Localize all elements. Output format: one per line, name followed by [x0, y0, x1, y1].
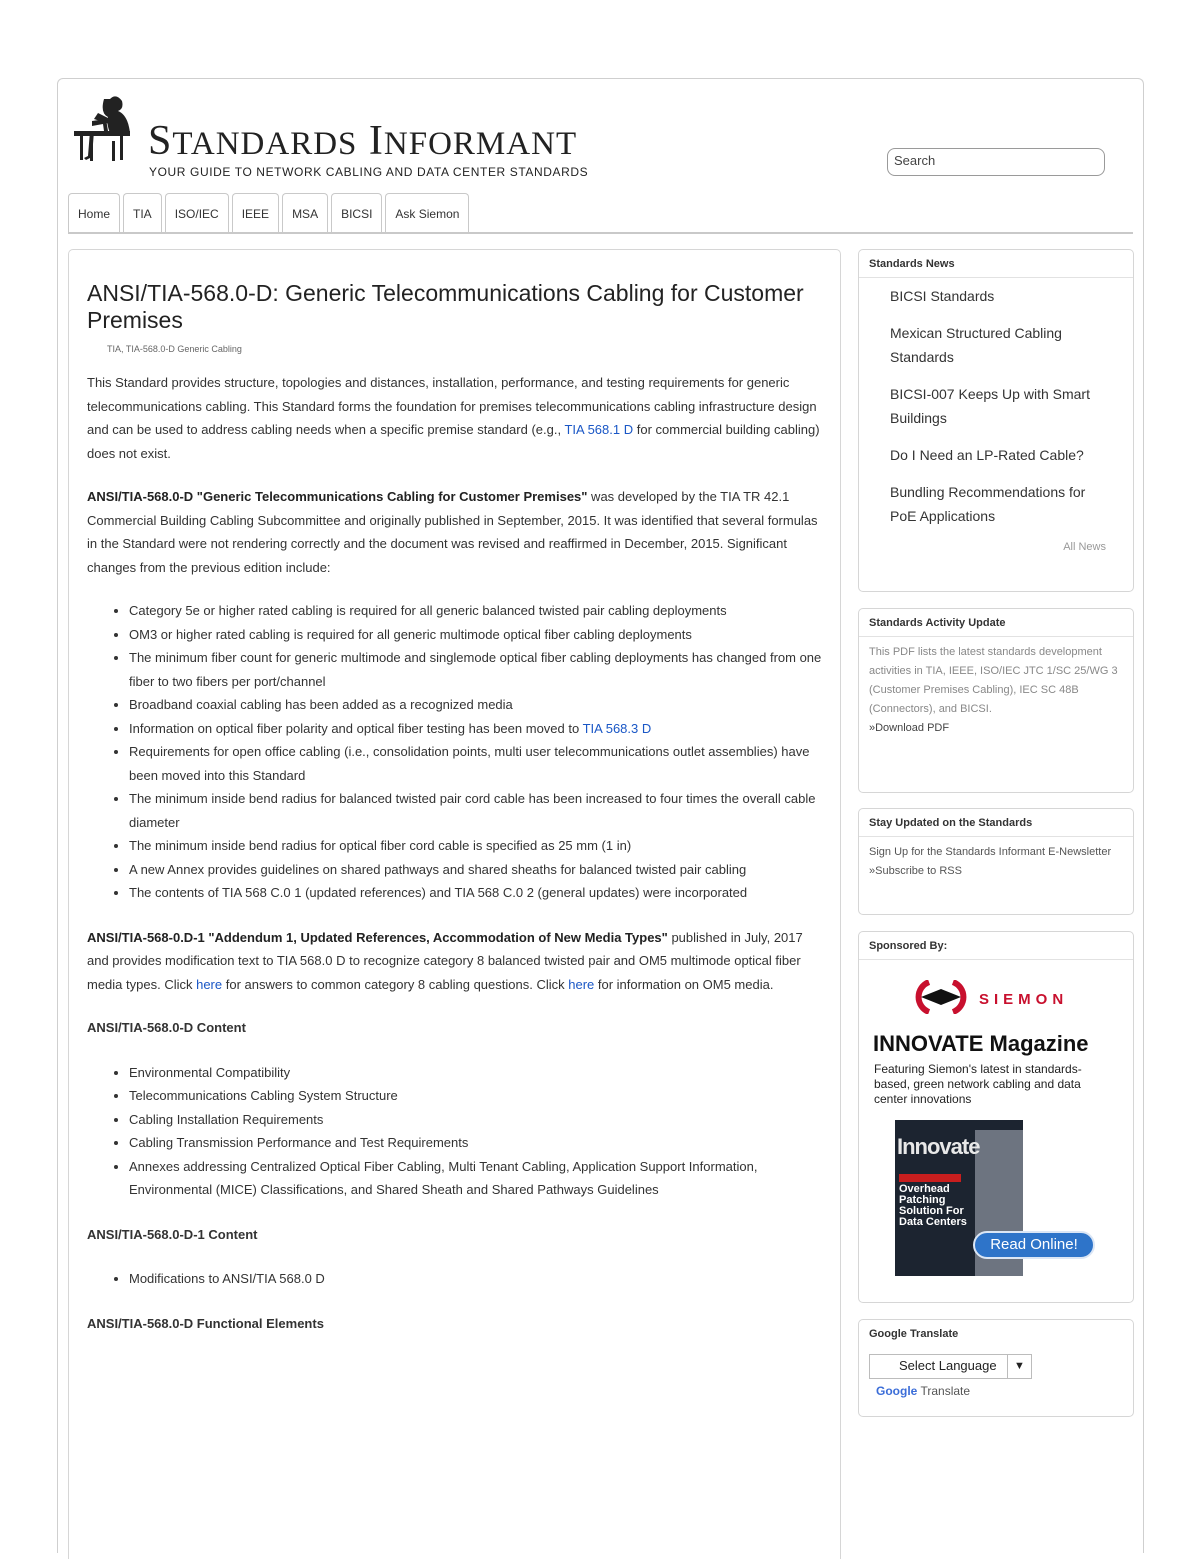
intro-text: This Standard provides structure, topologies and distances, installation, performance, and testing requirements for generic telecommunications cabling. This Standard forms the foundation for premises telecommunications cabling infrastructure design and can be used to address cabling needs when a specific premise standard (e.g.,: [87, 375, 817, 437]
list-item-text: Information on optical fiber polarity and optical fiber testing has been moved to: [129, 720, 583, 736]
page-container: [57, 78, 1144, 1553]
site-tagline: YOUR GUIDE TO NETWORK CABLING AND DATA CENTER STANDARDS: [149, 165, 589, 179]
list-item: • The minimum fiber count for generic multimode and singlemode optical fiber cabling deployments has changed from one fiber to two fibers per port/channel: [129, 646, 822, 693]
innovate-title[interactable]: INNOVATE Magazine: [873, 1031, 1089, 1056]
nav-tab-ieee[interactable]: IEEE: [232, 193, 279, 233]
google-wordmark: Google: [876, 1384, 918, 1398]
list-item: • Broadband coaxial cabling has been added as a recognized media: [129, 693, 822, 717]
download-pdf-link[interactable]: »Download PDF: [869, 722, 950, 734]
news-link[interactable]: BICSI-007 Keeps Up with Smart Buildings: [890, 386, 1090, 426]
magazine-cover-title: Innovate: [897, 1134, 980, 1159]
translate-label: Translate: [920, 1384, 971, 1398]
list-item: • Annexes addressing Centralized Optical Fiber Cabling, Multi Tenant Cabling, Application Support Information, Environmental (MICE) Classifications, and Shared Sheath and Shared Pathways Guidelines: [129, 1155, 822, 1202]
widget-title: Standards Activity Update: [859, 609, 1133, 637]
innovate-subtitle: Featuring Siemon's latest in standards-based, green network cabling and data center innovations: [874, 1062, 1082, 1106]
nav-tab-home[interactable]: Home: [68, 193, 120, 233]
standards-activity-widget: [858, 608, 1134, 793]
changes-list: [87, 599, 822, 905]
dropdown-arrow-icon: ▼: [1007, 1355, 1031, 1378]
list-item: • Cabling Transmission Performance and Test Requirements: [129, 1131, 822, 1155]
magazine-cover-headline: Overhead Patching Solution For Data Centers: [899, 1183, 967, 1228]
tia-568-1-d-link[interactable]: TIA 568.1 D: [564, 422, 634, 437]
addendum-name: ANSI/TIA-568-0.D-1 "Addendum 1, Updated References, Accommodation of New Media Types": [87, 929, 668, 945]
site-title-initial-1: S: [148, 118, 173, 164]
widget-text: [859, 837, 1133, 891]
category-8-faq-link[interactable]: here: [196, 976, 223, 992]
post-categories[interactable]: TIA, TIA-568.0-D Generic Cabling: [107, 344, 242, 354]
magazine-cover-banner: [899, 1174, 961, 1182]
google-translate-link[interactable]: [876, 1384, 970, 1398]
google-translate-widget: [858, 1319, 1134, 1417]
news-link[interactable]: Mexican Structured Cabling Standards: [890, 325, 1062, 365]
siemon-logo[interactable]: [915, 980, 1085, 1014]
background-paragraph: [87, 485, 822, 579]
intro-text-end: for commercial building cabling) does not exist.: [87, 422, 820, 461]
list-item: [129, 717, 822, 741]
nav-tab-ask-siemon[interactable]: Ask Siemon: [385, 193, 469, 233]
activity-description: This PDF lists the latest standards development activities in TIA, IEEE, ISO/IEC JTC 1/SC 25/WG 3 (Customer Premises Cabling), IEC SC 48B (Connectors), and BICSI.: [869, 646, 1118, 715]
content-list: [87, 1061, 822, 1202]
all-news-link[interactable]: All News: [1063, 541, 1106, 553]
subscribe-rss-link[interactable]: »Subscribe to RSS: [869, 865, 962, 877]
list-item: • Modifications to ANSI/TIA 568.0 D: [129, 1267, 822, 1291]
main-nav: [68, 193, 469, 233]
standard-name: ANSI/TIA-568.0-D "Generic Telecommunications Cabling for Customer Premises": [87, 489, 588, 504]
search-input[interactable]: Search: [887, 148, 1105, 176]
language-select-value: Select Language: [899, 1358, 997, 1373]
addendum-paragraph: [87, 926, 822, 997]
post-body: [87, 371, 822, 1335]
site-title-initial-2: I: [368, 118, 384, 164]
list-item: • The minimum inside bend radius for balanced twisted pair cord cable has been increased to four times the overall cable diameter: [129, 787, 822, 834]
stay-updated-widget: [858, 808, 1134, 915]
news-link[interactable]: Bundling Recommendations for PoE Applications: [890, 484, 1086, 524]
site-title[interactable]: [148, 117, 577, 165]
widget-title: Stay Updated on the Standards: [859, 809, 1133, 837]
list-item: • Cabling Installation Requirements: [129, 1108, 822, 1132]
reading-man-logo-icon[interactable]: [70, 91, 150, 163]
addendum-text-mid: for answers to common category 8 cabling questions. Click: [222, 976, 569, 992]
widget-title: Sponsored By:: [859, 932, 1133, 960]
list-item: • The contents of TIA 568 C.0 1 (updated references) and TIA 568 C.0 2 (general updates) were incorporated: [129, 881, 822, 905]
tia-568-3-d-link[interactable]: TIA 568.3 D: [582, 720, 652, 736]
siemon-wordmark: SIEMON: [979, 991, 1069, 1008]
news-list: [859, 278, 1133, 528]
nav-tab-tia[interactable]: TIA: [123, 193, 162, 233]
news-link[interactable]: Do I Need an LP-Rated Cable?: [890, 447, 1084, 463]
article: [68, 249, 841, 1559]
nav-tab-iso-iec[interactable]: ISO/IEC: [165, 193, 229, 233]
list-item: • Telecommunications Cabling System Structure: [129, 1084, 822, 1108]
site-title-word-2: NFORMANT: [383, 126, 578, 162]
addendum-text-end: for information on OM5 media.: [594, 976, 774, 992]
nav-tab-bicsi[interactable]: BICSI: [331, 193, 382, 233]
language-select[interactable]: [869, 1354, 1032, 1379]
list-item: • Category 5e or higher rated cabling is required for all generic balanced twisted pair cabling deployments: [129, 599, 822, 623]
content-heading: ANSI/TIA-568.0-D Content: [87, 1020, 246, 1035]
standards-news-widget: [858, 249, 1134, 592]
post-title[interactable]: ANSI/TIA-568.0-D: Generic Telecommunications Cabling for Customer Premises: [87, 280, 804, 333]
om5-info-link[interactable]: here: [568, 976, 595, 992]
nav-tab-msa[interactable]: MSA: [282, 193, 328, 233]
read-online-button[interactable]: Read Online!: [973, 1231, 1095, 1259]
addendum-text: published in July, 2017 and provides modification text to TIA 568.0 D to recognize category 8 balanced twisted pair and OM5 multimode optical fiber media types. Click: [87, 929, 803, 992]
list-item: • Environmental Compatibility: [129, 1061, 822, 1085]
sponsor-widget: [858, 931, 1134, 1303]
list-item: • Requirements for open office cabling (i.e., consolidation points, multi user telecommunications outlet assemblies) have been moved into this Standard: [129, 740, 822, 787]
widget-title: Standards News: [859, 250, 1133, 278]
background-text: was developed by the TIA TR 42.1 Commercial Building Cabling Subcommittee and originally published in September, 2015. It was identified that several formulas in the Standard were not rendering correctly and the document was revised and reaffirmed in December, 2015. Significant changes from the previous edition include:: [87, 489, 818, 575]
content-1-heading: ANSI/TIA-568.0-D-1 Content: [87, 1226, 258, 1242]
content-1-list: [87, 1267, 822, 1291]
list-item: • The minimum inside bend radius for optical fiber cord cable is specified as 25 mm (1 in): [129, 834, 822, 858]
functional-elements-heading: ANSI/TIA-568.0-D Functional Elements: [87, 1315, 324, 1331]
news-link[interactable]: BICSI Standards: [890, 288, 995, 304]
google-logo: [876, 1384, 917, 1398]
list-item: • A new Annex provides guidelines on shared pathways and shared sheaths for balanced twisted pair cabling: [129, 858, 822, 882]
widget-text: [859, 637, 1133, 748]
site-title-word-1: TANDARDS: [172, 126, 358, 162]
intro-paragraph: [87, 371, 822, 465]
newsletter-signup-link[interactable]: Sign Up for the Standards Informant E-Newsletter: [869, 846, 1112, 858]
widget-title: Google Translate: [869, 1328, 959, 1340]
list-item: • OM3 or higher rated cabling is required for all generic multimode optical fiber cabling deployments: [129, 623, 822, 647]
nav-divider: [68, 232, 1133, 234]
